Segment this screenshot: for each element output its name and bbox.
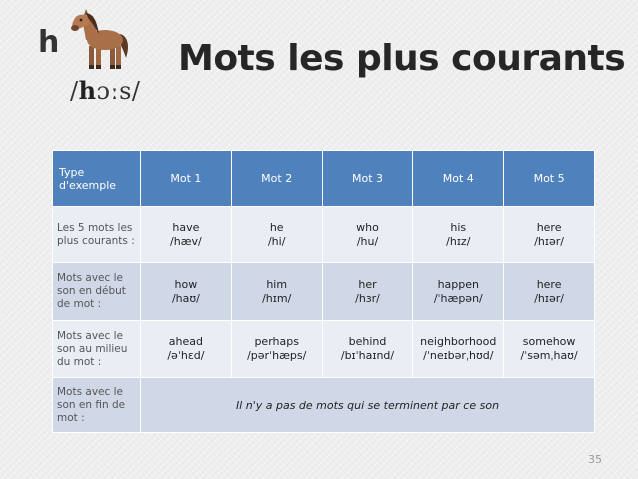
word-ipa: /hi/ [267,234,286,248]
word: behind [348,335,387,348]
row-label: Mots avec le son en fin de mot : [53,378,141,433]
horse-icon [66,8,132,72]
word-ipa: /hæv/ [170,234,202,248]
word-ipa: /ˈsəmˌhaʊ/ [520,349,578,362]
word-cell [322,207,413,263]
word-cell [504,321,595,378]
phoneme-letter: h [38,25,60,60]
header-mot-1: Mot 1 [141,151,232,207]
word-ipa: /ˈneɪbərˌhʊd/ [423,349,494,362]
word-cell [504,207,595,263]
row-label: Mots avec le son au milieu du mot : [53,321,141,378]
word: her [358,277,377,291]
word-ipa: /əˈhɛd/ [167,349,205,362]
word-cell [322,263,413,321]
word-ipa: /hɪz/ [446,234,471,248]
word-cell [231,263,322,321]
row-label: Mots avec le son en début de mot : [53,263,141,321]
word-cell [413,321,504,378]
word-cell [231,207,322,263]
word: who [356,220,379,234]
words-table [52,150,595,433]
no-words-note: Il n'y a pas de mots qui se terminent par ce son [141,378,595,433]
header-mot-3: Mot 3 [322,151,413,207]
word: somehow [522,335,576,348]
word-cell [141,207,232,263]
header-mot-2: Mot 2 [231,151,322,207]
phonetic-transcription: /hɔːs/ [70,76,141,105]
word-cell [504,263,595,321]
word-cell [141,263,232,321]
page-title: Mots les plus courants [178,38,626,79]
word-cell [322,321,413,378]
row-label: Les 5 mots les plus courants : [53,207,141,263]
word: how [174,277,198,291]
word-ipa: /hɪər/ [534,291,564,305]
word: perhaps [254,335,299,348]
word-cell [413,207,504,263]
word-ipa: /ˈhæpən/ [433,291,483,305]
word-ipa: /hu/ [356,234,379,248]
word: here [536,220,562,234]
word-cell [231,321,322,378]
word-ipa: /hɪm/ [262,291,292,305]
word: happen [437,277,479,291]
word: him [266,277,288,291]
table-header-row [53,151,595,207]
header-type: Type d'exemple [53,151,141,207]
word: ahead [168,335,203,348]
word-cell [141,321,232,378]
word-ipa: /haʊ/ [171,291,200,305]
header-mot-4: Mot 4 [413,151,504,207]
word-ipa: /hɪər/ [534,234,564,248]
word: his [450,220,467,234]
table-row [53,321,595,378]
word: here [536,277,562,291]
word: he [269,220,284,234]
table-row [53,207,595,263]
word: have [172,220,200,234]
header-mot-5: Mot 5 [504,151,595,207]
table-row [53,263,595,321]
word-ipa: /hɜr/ [355,291,380,305]
word-ipa: /pərˈhæps/ [247,349,307,362]
word-ipa: /bɪˈhaɪnd/ [340,349,395,362]
page-number: 35 [588,453,602,466]
word-cell [413,263,504,321]
word: neighborhood [420,335,497,348]
table-row [53,378,595,433]
